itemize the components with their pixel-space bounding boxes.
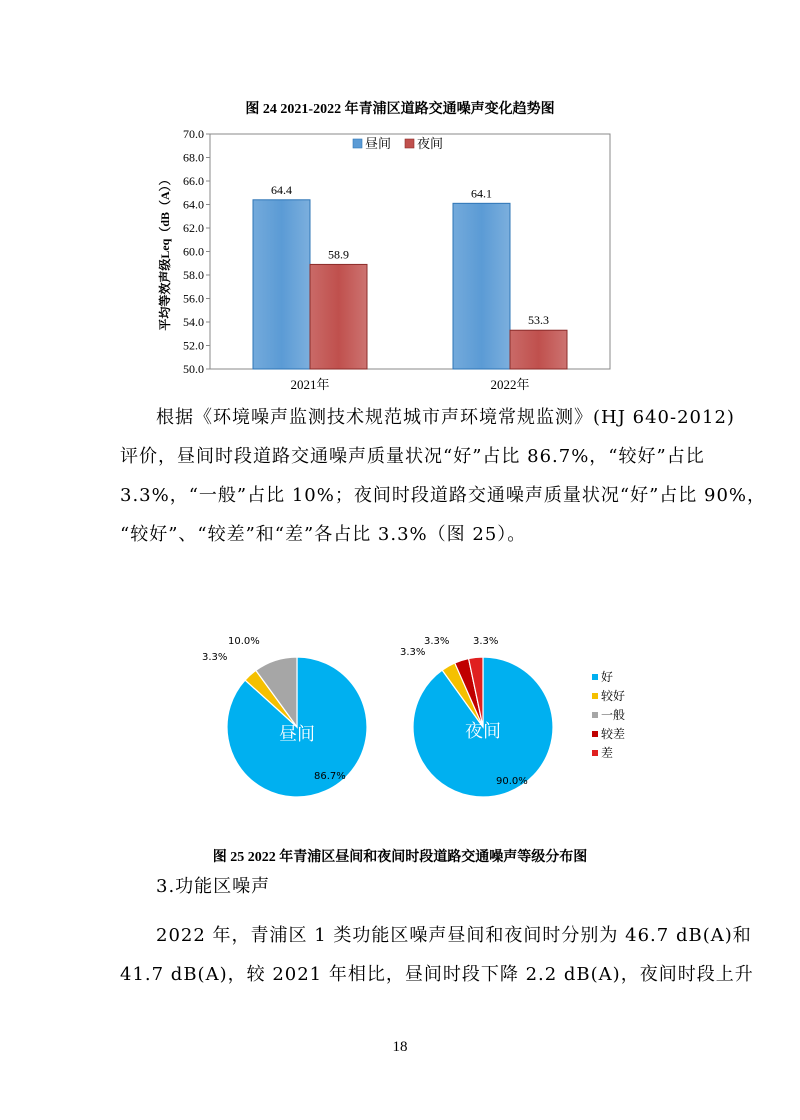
y-axis-label: 平均等效声级Leq（dB（A）） xyxy=(158,173,172,331)
paragraph-line: “较好”、“较差”和“差”各占比 3.3%（图 25）。 xyxy=(120,524,527,545)
y-tick-label: 52.0 xyxy=(183,338,204,353)
paragraph-functional-zone xyxy=(120,916,754,994)
bar-day-2021年 xyxy=(253,200,310,369)
paragraph-line: 评价，昼间时段道路交通噪声质量状况“好”占比 86.7%，“较好”占比 xyxy=(120,446,705,467)
x-tick-label: 2022年 xyxy=(490,377,530,392)
legend-label-night: 夜间 xyxy=(417,136,444,151)
y-tick-label: 54.0 xyxy=(183,315,204,329)
pie-center-label-night: 夜间 xyxy=(465,721,501,742)
pie-label-day-better: 3.3% xyxy=(202,652,228,663)
bar-value-label: 64.1 xyxy=(471,186,492,201)
paragraph-line: 根据《环境噪声监测技术规范城市声环境常规监测》(HJ 640-2012) xyxy=(156,407,735,428)
legend-label-day: 昼间 xyxy=(365,136,392,151)
pie-label-night-better: 3.3% xyxy=(400,647,426,658)
y-tick-label: 66.0 xyxy=(183,174,204,188)
bar-day-2022年 xyxy=(453,203,510,369)
paragraph-evaluation xyxy=(120,398,766,554)
legend-swatch xyxy=(592,731,598,737)
pie-center-label-day: 昼间 xyxy=(279,724,315,745)
y-tick-label: 64.0 xyxy=(183,197,204,212)
legend-swatch xyxy=(592,693,598,699)
figure-25-title: 图 25 2022 年青浦区昼间和夜间时段道路交通噪声等级分布图 xyxy=(212,850,588,865)
y-tick-label: 62.0 xyxy=(183,221,204,235)
paragraph-line: 2022 年，青浦区 1 类功能区噪声昼间和夜间时分别为 46.7 dB(A)和 xyxy=(156,925,752,946)
page-number: 18 xyxy=(392,1039,408,1055)
y-tick-label: 50.0 xyxy=(183,362,204,376)
paragraph-line: 3.3%，“一般”占比 10%；夜间时段道路交通噪声质量状况“好”占比 90%， xyxy=(120,485,766,506)
y-tick-label: 60.0 xyxy=(183,244,204,259)
x-axis-labels xyxy=(290,377,529,392)
legend-swatch xyxy=(592,674,598,680)
y-tick-label: 56.0 xyxy=(183,291,204,306)
legend-label: 好 xyxy=(601,670,614,684)
figure-24-title: 图 24 2021-2022 年青浦区道路交通噪声变化趋势图 xyxy=(245,102,555,117)
pie-label-night-good: 90.0% xyxy=(496,776,528,787)
pie-legend xyxy=(592,669,625,760)
y-tick-label: 70.0 xyxy=(183,127,204,141)
legend-label: 较好 xyxy=(601,689,626,703)
bar-night-2022年 xyxy=(510,330,567,369)
y-tick-label: 58.0 xyxy=(183,268,204,282)
legend-swatch xyxy=(592,712,598,718)
x-tick-label: 2021年 xyxy=(290,377,330,392)
legend-label: 差 xyxy=(601,746,614,760)
legend-swatch-day xyxy=(353,139,362,148)
bar-chart xyxy=(140,120,640,398)
section-heading: 3.功能区噪声 xyxy=(156,876,271,897)
legend-label: 较差 xyxy=(601,727,626,741)
y-axis xyxy=(183,127,210,376)
legend-label: 一般 xyxy=(601,708,626,722)
bar-value-label: 58.9 xyxy=(328,247,349,262)
legend-swatch-night xyxy=(405,139,414,148)
pie-chart-figure xyxy=(190,620,650,820)
bar-night-2021年 xyxy=(310,264,367,369)
bar-value-label: 64.4 xyxy=(271,182,292,197)
legend-swatch xyxy=(592,750,598,756)
pie-label-night-bad: 3.3% xyxy=(473,636,499,647)
paragraph-line: 41.7 dB(A)，较 2021 年相比，昼间时段下降 2.2 dB(A)，夜间时段上升 xyxy=(120,964,754,985)
pie-label-day-good: 86.7% xyxy=(314,771,346,782)
y-tick-label: 68.0 xyxy=(183,150,204,165)
pie-label-day-general: 10.0% xyxy=(228,636,260,647)
bar-value-label: 53.3 xyxy=(528,313,549,328)
pie-label-night-worse: 3.3% xyxy=(424,636,450,647)
